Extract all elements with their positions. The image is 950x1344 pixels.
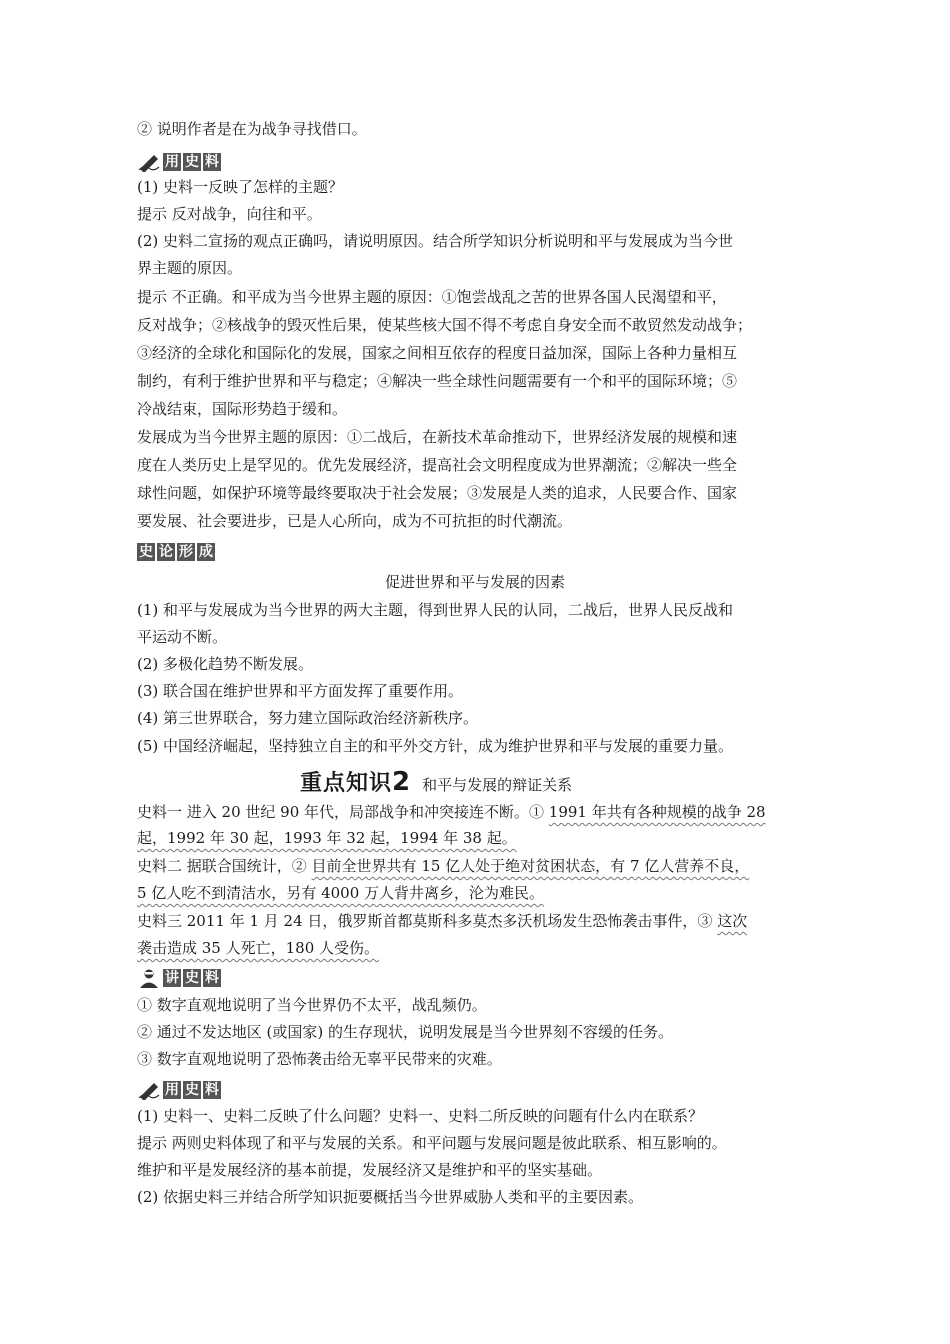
tag-char: 讲 [165,970,179,986]
question-line: 界主题的原因。 [137,259,243,277]
hint-line: 冷战结束，国际形势趋于缓和。 [137,400,348,418]
underlined-text: 1991 年共有各种规模的战争 28 [548,803,766,821]
explain-material-tag [137,968,223,988]
tag-char: 史 [185,970,199,986]
tag-char: 成 [199,544,213,560]
heading-subtitle: 和平与发展的辩证关系 [422,776,573,794]
teacher-icon [137,968,163,988]
source-line [137,880,544,907]
heading-number: 2 [392,767,411,797]
underlined-text: 5 亿人吃不到清洁水，另有 4000 万人背井离乡，沦为难民。 [137,884,545,902]
list-item: (4) 第三世界联合，努力建立国际政治经济新秩序。 [137,709,479,727]
use-material-tag [137,1080,223,1100]
hint-line: 提示 反对战争，向往和平。 [137,205,322,223]
hint-line: 反对战争；②核战争的毁灭性后果，使某些核大国不得不考虑自身安全而不敢贸然发动战争； [137,316,753,334]
list-item: (1) 和平与发展成为当今世界的两大主题，得到世界人民的认同，二战后，世界人民反战和 [137,601,734,619]
section-heading [300,766,572,796]
tag-char: 论 [159,544,173,560]
tag-char: 料 [205,970,219,986]
question-line: (1) 史料一、史料二反映了什么问题？史料一、史料二所反映的问题有什么内在联系？ [137,1107,704,1125]
explain-line: ③ 数字直观地说明了恐怖袭击给无辜平民带来的灾难。 [137,1050,502,1068]
list-item: (5) 中国经济崛起，坚持独立自主的和平外交方针，成为维护世界和平与发展的重要力量。 [137,737,734,755]
pen-writing-icon [137,152,163,172]
tag-char: 史 [185,154,199,170]
question-line: (2) 依据史料三并结合所学知识扼要概括当今世界威胁人类和平的主要因素。 [137,1188,644,1206]
hint-line: 球性问题，如保护环境等最终要取决于社会发展；③发展是人类的追求，人民要合作、国家 [137,484,738,502]
source-line [137,799,766,826]
tag-char: 用 [165,154,179,170]
hint-line: ③经济的全球化和国际化的发展，国家之间相互依存的程度日益加深，国际上各种力量相互 [137,344,738,362]
list-item: 平运动不断。 [137,628,228,646]
section-subtitle: 促进世界和平与发展的因素 [384,573,565,591]
hint-line: 要发展、社会要进步，已是人心所向，成为不可抗拒的时代潮流。 [137,512,573,530]
list-item: (3) 联合国在维护世界和平方面发挥了重要作用。 [137,682,464,700]
underlined-text: 这次 [717,912,748,930]
hint-line: 度在人类历史上是罕见的。优先发展经济，提高社会文明程度成为世界潮流；②解决一些全 [137,456,738,474]
hint-line: 提示 两则史料体现了和平与发展的关系。和平问题与发展问题是彼此联系、相互影响的。 [137,1134,727,1152]
source-text: 史料一 进入 20 世纪 90 年代，局部战争和冲突接连不断。① [137,803,549,821]
source-line [137,853,749,880]
source-text: 史料二 据联合国统计，② [137,857,312,875]
use-material-tag [137,152,223,172]
heading-main: 重点知识 [300,771,393,796]
conclusion-tag [137,542,217,562]
hint-line: 提示 不正确。和平成为当今世界主题的原因：①饱尝战乱之苦的世界各国人民渴望和平， [137,288,727,306]
explain-line: ① 数字直观地说明了当今世界仍不太平，战乱频仍。 [137,996,487,1014]
question-line: (1) 史料一反映了怎样的主题？ [137,178,344,196]
source-line [137,935,379,962]
hint-line: 制约，有利于维护世界和平与稳定；④解决一些全球性问题需要有一个和平的国际环境；⑤ [137,372,738,390]
question-line: (2) 史料二宣扬的观点正确吗，请说明原因。结合所学知识分析说明和平与发展成为当今世 [137,232,734,250]
source-text: 史料三 2011 年 1 月 24 日，俄罗斯首都莫斯科多莫杰多沃机场发生恐怖袭击事件，③ [137,912,718,930]
tag-char: 形 [179,544,193,560]
hint-line: 维护和平是发展经济的基本前提，发展经济又是维护和平的坚实基础。 [137,1161,603,1179]
source-line [137,908,747,935]
pen-writing-icon [137,1080,163,1100]
underlined-text: 目前全世界共有 15 亿人处于绝对贫困状态，有 7 亿人营养不良， [311,857,750,875]
hint-line: 发展成为当今世界主题的原因：①二战后，在新技术革命推动下，世界经济发展的规模和速 [137,428,738,446]
underlined-text: 起，1992 年 30 起，1993 年 32 起，1994 年 38 起。 [137,829,517,847]
list-item: (2) 多极化趋势不断发展。 [137,655,314,673]
tag-char: 料 [205,154,219,170]
explain-line: ② 通过不发达地区 (或国家) 的生存现状，说明发展是当今世界刻不容缓的任务。 [137,1023,674,1041]
answer-line: ② 说明作者是在为战争寻找借口。 [137,120,367,138]
underlined-text: 袭击造成 35 人死亡，180 人受伤。 [137,939,380,957]
tag-char: 用 [165,1082,179,1098]
tag-char: 料 [205,1082,219,1098]
source-line [137,825,517,852]
tag-char: 史 [139,544,153,560]
tag-char: 史 [185,1082,199,1098]
